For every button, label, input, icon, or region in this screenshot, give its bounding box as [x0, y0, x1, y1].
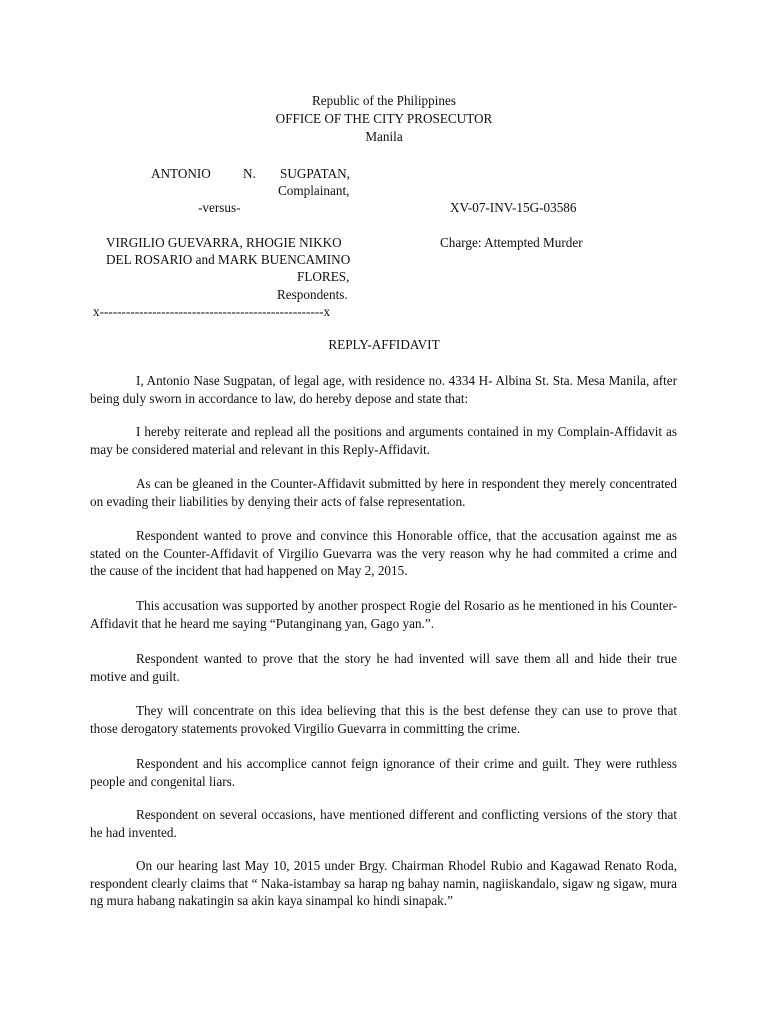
complainant-first-name: ANTONIO [151, 166, 211, 181]
paragraph-5: This accusation was supported by another prospect Rogie del Rosario as he mentioned in his Counter-Affidavit that he heard me saying “Putanginang yan, Gago yan.”. [90, 598, 677, 631]
paragraph-3: As can be gleaned in the Counter-Affidavit submitted by here in respondent they merely concentrated on evading their liabilities by denying their acts of false representation. [90, 476, 677, 509]
paragraph-2: I hereby reiterate and replead all the positions and arguments contained in my Complain-Affidavit as may be considered material and relevant in this Reply-Affidavit. [90, 424, 677, 457]
respondents-role: Respondents. [277, 287, 348, 302]
document-title: REPLY-AFFIDAVIT [328, 337, 440, 352]
complainant-last-name: SUGPATAN, [280, 166, 350, 181]
paragraph-10: On our hearing last May 10, 2015 under Brgy. Chairman Rhodel Rubio and Kagawad Renato Roda, respondent clearly claims that “ Naka-istambay sa harap ng bahay namin, nagiiskandalo, sigaw ng sigaw, mura ng mura habang nakatingin sa akin kaya sinampal ko hindi sinapak.” [90, 858, 677, 908]
paragraph-1: I, Antonio Nase Sugpatan, of legal age, with residence no. 4334 H- Albina St. Sta. Mesa Manila, after being duly sworn in accordance to law, do hereby depose and state that: [90, 373, 677, 406]
paragraph-9: Respondent on several occasions, have mentioned different and conflicting versions of the story that he had invented. [90, 807, 677, 840]
paragraph-8: Respondent and his accomplice cannot feign ignorance of their crime and guilt. They were ruthless people and congenital liars. [90, 756, 677, 789]
header-office: OFFICE OF THE CITY PROSECUTOR [275, 111, 493, 126]
complainant-role: Complainant, [278, 183, 350, 198]
document-header [0, 92, 768, 146]
paragraph-6: Respondent wanted to prove that the story he had invented will save them all and hide their true motive and guilt. [90, 651, 677, 684]
versus-label: -versus- [198, 200, 241, 215]
header-city: Manila [365, 129, 403, 144]
respondents-line-2: DEL ROSARIO and MARK BUENCAMINO [106, 252, 351, 267]
header-republic: Republic of the Philippines [312, 93, 456, 108]
complainant-middle-initial: N. [243, 166, 256, 181]
respondents-line-1: VIRGILIO GUEVARRA, RHOGIE NIKKO [106, 235, 342, 250]
charge-label: Charge: Attempted Murder [440, 235, 583, 250]
respondents-line-3: FLORES, [297, 269, 350, 284]
caption-separator: x---------------------------------------------------x [93, 304, 331, 319]
paragraph-7: They will concentrate on this idea believing that this is the best defense they can use to prove that those derogatory statements provoked Virgilio Guevarra in committing the crime. [90, 703, 677, 736]
case-number: XV-07-INV-15G-03586 [450, 200, 577, 215]
paragraph-4: Respondent wanted to prove and convince this Honorable office, that the accusation against me as stated on the Counter-Affidavit of Virgilio Guevarra was the very reason why he had commited a crime and the cause of the incident that had happened on May 2, 2015. [90, 528, 677, 578]
